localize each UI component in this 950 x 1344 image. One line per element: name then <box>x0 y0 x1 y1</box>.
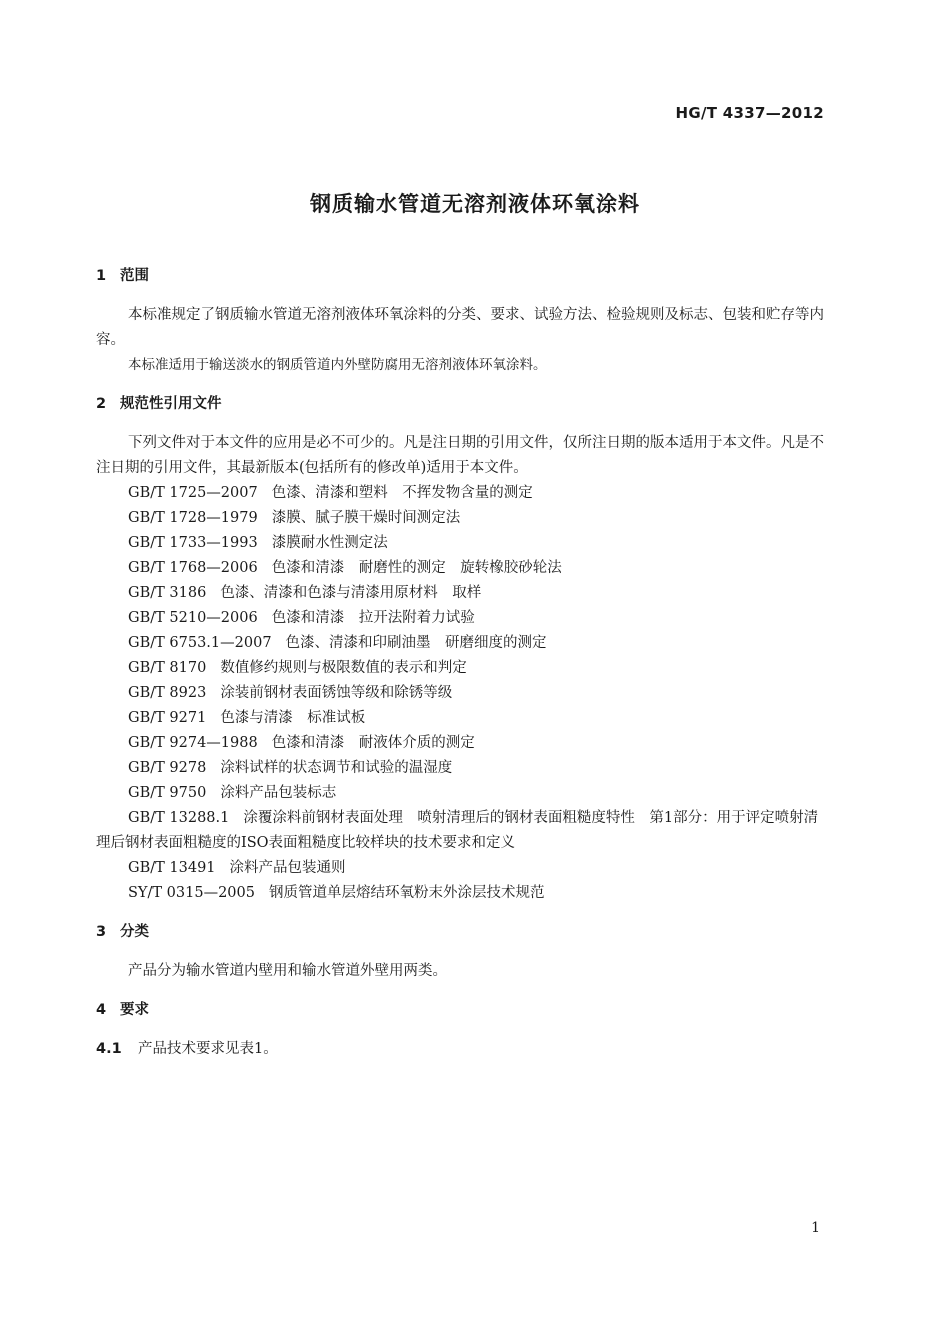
reference-code: GB/T 5210—2006 <box>128 610 258 626</box>
reference-item <box>96 606 830 631</box>
reference-title: 色漆和清漆 耐液体介质的测定 <box>271 735 475 751</box>
reference-code: GB/T 9274—1988 <box>128 735 258 751</box>
scope-paragraph-2: 本标准适用于输送淡水的钢质管道内外壁防腐用无溶剂液体环氧涂料。 <box>128 357 547 373</box>
classification-paragraph: 产品分为输水管道内壁用和输水管道外壁用两类。 <box>128 963 447 979</box>
reference-title: 涂料试样的状态调节和试验的温湿度 <box>220 760 453 776</box>
reference-list <box>96 481 830 906</box>
reference-item <box>96 781 830 806</box>
reference-title: 色漆与清漆 标准试板 <box>220 710 366 726</box>
reference-title: 色漆、清漆和塑料 不挥发物含量的测定 <box>271 485 533 501</box>
reference-code: GB/T 1768—2006 <box>128 560 258 576</box>
section-heading-classification <box>96 920 830 945</box>
reference-code: GB/T 13491 <box>128 860 216 876</box>
reference-item <box>96 656 830 681</box>
section-heading-normative <box>96 392 830 417</box>
scope-paragraph-1: 本标准规定了钢质输水管道无溶剂液体环氧涂料的分类、要求、试验方法、检验规则及标志、包装和贮存等内容。 <box>96 307 824 348</box>
reference-code: GB/T 6753.1—2007 <box>128 635 272 651</box>
reference-title: 漆膜耐水性测定法 <box>271 535 388 551</box>
reference-item <box>96 881 830 906</box>
section-number: 1 <box>96 268 107 284</box>
reference-code: GB/T 1733—1993 <box>128 535 258 551</box>
section-title: 要求 <box>120 1002 149 1018</box>
reference-title: 色漆和清漆 耐磨性的测定 旋转橡胶砂轮法 <box>271 560 562 576</box>
section-heading-scope <box>96 264 830 289</box>
document-body <box>96 264 830 1062</box>
reference-title: 色漆、清漆和色漆与清漆用原材料 取样 <box>220 585 482 601</box>
reference-code: GB/T 9278 <box>128 760 207 776</box>
clause-4-1 <box>96 1037 830 1062</box>
reference-item <box>96 581 830 606</box>
reference-item <box>96 731 830 756</box>
reference-title: 涂料产品包装标志 <box>220 785 337 801</box>
reference-item <box>96 506 830 531</box>
reference-code: GB/T 8170 <box>128 660 207 676</box>
reference-code: GB/T 3186 <box>128 585 207 601</box>
reference-item <box>96 556 830 581</box>
reference-title: 色漆、清漆和印刷油墨 研磨细度的测定 <box>285 635 547 651</box>
clause-number: 4.1 <box>96 1041 122 1057</box>
normative-intro: 下列文件对于本文件的应用是必不可少的。凡是注日期的引用文件，仅所注日期的版本适用于本文件。凡是不注日期的引用文件，其最新版本(包括所有的修改单)适用于本文件。 <box>96 435 824 476</box>
reference-code: GB/T 8923 <box>128 685 207 701</box>
reference-title: 涂料产品包装通则 <box>229 860 346 876</box>
reference-code: GB/T 9750 <box>128 785 207 801</box>
reference-item <box>96 706 830 731</box>
section-number: 4 <box>96 1002 107 1018</box>
reference-title: 涂覆涂料前钢材表面处理 喷射清理后的钢材表面粗糙度特性 第1部分：用于评定喷射清理后钢材表面粗糙度的ISO表面粗糙度比较样块的技术要求和定义 <box>96 810 819 851</box>
reference-title: 漆膜、腻子膜干燥时间测定法 <box>271 510 461 526</box>
standard-code: HG/T 4337—2012 <box>675 104 824 122</box>
document-title: 钢质输水管道无溶剂液体环氧涂料 <box>310 192 640 216</box>
section-number: 2 <box>96 396 107 412</box>
section-title: 范围 <box>120 268 149 284</box>
reference-code: GB/T 1725—2007 <box>128 485 258 501</box>
reference-title: 数值修约规则与极限数值的表示和判定 <box>220 660 467 676</box>
section-number: 3 <box>96 924 107 940</box>
reference-code: SY/T 0315—2005 <box>128 885 255 901</box>
reference-item <box>96 631 830 656</box>
clause-text: 产品技术要求见表1。 <box>138 1041 278 1057</box>
reference-title: 钢质管道单层熔结环氧粉末外涂层技术规范 <box>268 885 545 901</box>
reference-item <box>96 531 830 556</box>
reference-code: GB/T 13288.1 <box>128 810 230 826</box>
reference-code: GB/T 1728—1979 <box>128 510 258 526</box>
section-title: 规范性引用文件 <box>120 396 222 412</box>
reference-item <box>96 856 830 881</box>
reference-item-long <box>96 806 830 856</box>
reference-title: 色漆和清漆 拉开法附着力试验 <box>271 610 475 626</box>
reference-title: 涂装前钢材表面锈蚀等级和除锈等级 <box>220 685 453 701</box>
reference-item <box>96 681 830 706</box>
reference-item <box>96 481 830 506</box>
reference-code: GB/T 9271 <box>128 710 207 726</box>
reference-item <box>96 756 830 781</box>
page-number: 1 <box>811 1220 820 1236</box>
section-heading-requirements <box>96 998 830 1023</box>
section-title: 分类 <box>120 924 149 940</box>
